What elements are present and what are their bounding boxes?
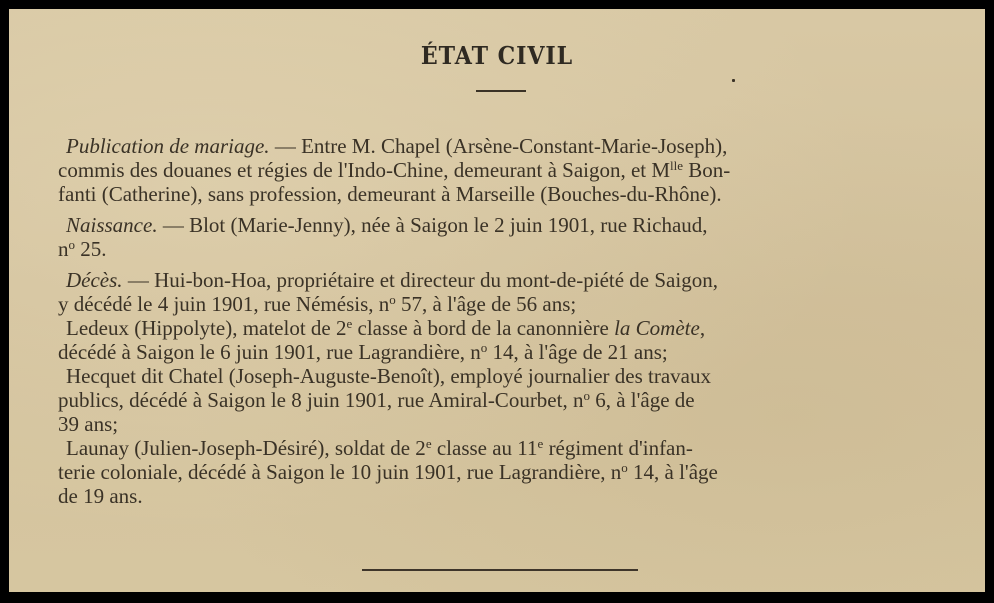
- ink-speck: [732, 79, 735, 82]
- section-heading-deaths: Décès.: [66, 268, 123, 292]
- section-heading-birth: Naissance.: [66, 213, 158, 237]
- death-notice-hecquet: Hecquet dit Chatel (Joseph-Auguste-Benoît), employé journalier des travaux publics, décédé à Saigon le 8 juin 1901, rue Amiral-Courbet, $n^o$ 6, à l'âge de 39 ans;: [58, 364, 711, 436]
- newspaper-page: [9, 9, 985, 592]
- ship-name: la Comète: [614, 316, 700, 340]
- page-title: ÉTAT CIVIL: [420, 41, 574, 70]
- death-notice-launay: Launay (Julien-Joseph-Désiré), soldat de 2e classe au 11e régiment d'infan- terie coloniale, décédé à Saigon le 10 juin 1901, rue Lagrandière, $n^o$ 14, à l'âge de 19 ans.: [58, 436, 718, 508]
- birth-notice: Naissance. — Blot (Marie-Jenny), née à Saigon le 2 juin 1901, rue Richaud, $n^o$ 25.: [58, 213, 708, 261]
- end-divider: [362, 569, 638, 571]
- section-heading-marriage: Publication de mariage.: [66, 134, 270, 158]
- title-divider: [476, 90, 526, 92]
- marriage-notice: Publication de mariage. — Entre M. Chapel (Arsène-Constant-Marie-Joseph), commis des douanes et régies de l'Indo-Chine, demeurant à Saigon, et $M^{lle}$ Bon- fanti (Catherine), sans profession, demeurant à Marseille (Bouches-du-Rhône).: [58, 134, 731, 206]
- death-notice-ledeux: Ledeux (Hippolyte), matelot de 2e classe à bord de la canonnière la Comète, décédé à Saigon le 6 juin 1901, rue Lagrandière, $n^o$ 14, à l'âge de 21 ans;: [58, 316, 706, 364]
- death-notice-hui-bon-hoa: Décès. — Hui-bon-Hoa, propriétaire et directeur du mont-de-piété de Saigon, y décédé le 4 juin 1901, rue Némésis, $n^o$ 57, à l'âge de 56 ans;: [58, 268, 718, 316]
- article-body: [58, 134, 963, 508]
